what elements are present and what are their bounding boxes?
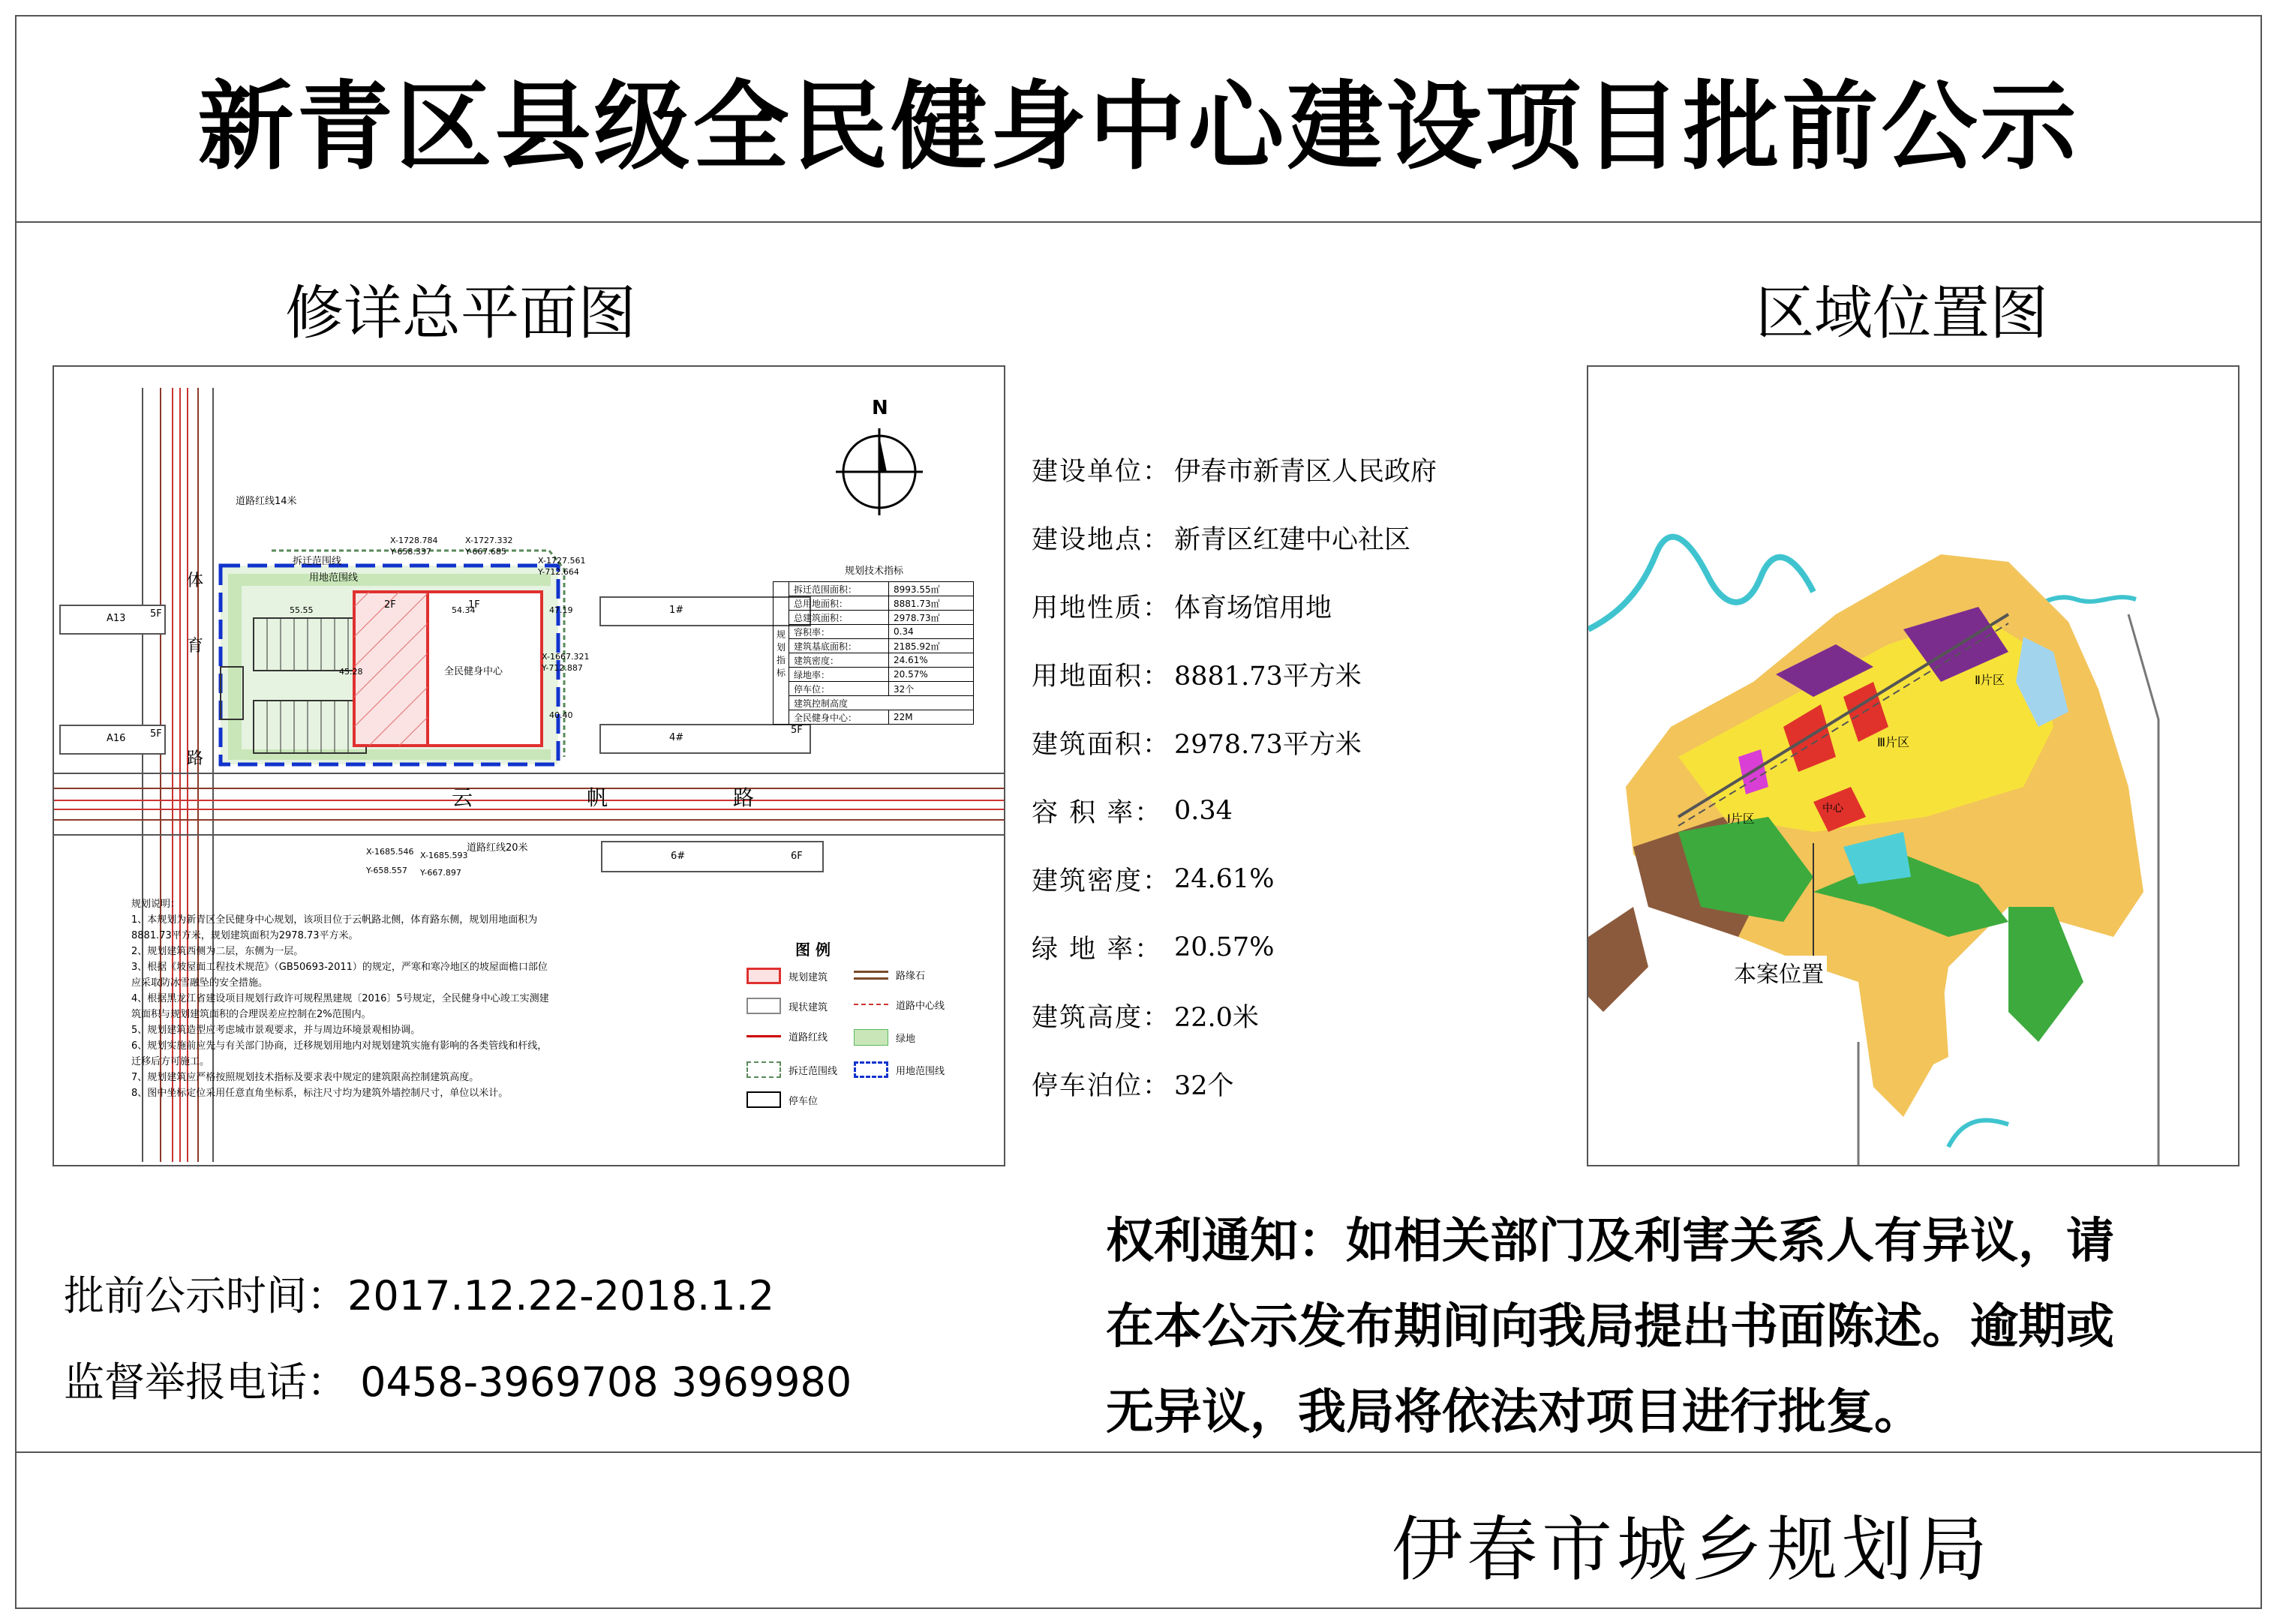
info-label: 容 积 率： [1032,797,1163,828]
info-label: 建筑密度： [1032,866,1171,896]
index-key: 绿地率： [789,668,889,682]
coord-label: Y-658.557 [366,866,407,875]
page-title: 新青区县级全民健身中心建设项目批前公示 [197,71,2080,183]
coord-label: X-1667.321 [542,652,590,662]
legend-label: 道路红线 [789,1032,828,1043]
dimension-label: 47.19 [549,605,573,615]
building-label: 5F [791,725,803,736]
info-row [1032,640,1452,708]
building-label: 全民健身中心 [444,666,503,677]
publicity-time: 批前公示时间：2017.12.22-2018.1.2 [64,1272,775,1319]
rights-notice [1106,1199,2261,1455]
index-key: 建筑密度： [789,653,889,668]
index-key: 全民健身中心： [789,710,889,725]
index-value: 2185.92㎡ [889,639,974,653]
notes-title: 规划说明： [131,899,181,910]
building-label: 5F [150,728,162,740]
note-item: 5、规划建筑造型应考虑城市景观要求，并与周边环境景观相协调。 [131,1025,421,1036]
note-item: 7、规划建筑应严格按照规划技术指标及要求表中规定的建筑限高控制建筑高度。 [131,1072,479,1083]
index-value: 0.34 [889,625,974,639]
info-label: 绿 地 率： [1032,934,1163,965]
road-tiyu-3: 路 [187,749,204,768]
index-key: 总用地面积： [789,596,889,611]
building-label: 6F [791,851,803,862]
legend-swatch [854,1061,888,1078]
index-value: 20.57% [889,668,974,682]
legend-label: 道路中心线 [896,1001,945,1012]
index-key: 总建筑面积： [789,611,889,625]
info-row [1032,708,1452,776]
project-info [1032,435,1452,1118]
road-red-line-20: 道路红线20米 [467,842,528,854]
info-value: 22.0米 [1174,1002,1259,1033]
building-label: 6# [671,851,686,862]
index-value: 24.61% [889,653,974,668]
road-red-line-14: 道路红线14米 [236,496,297,507]
coord-label: Y-667.897 [420,868,461,878]
info-row [1032,572,1452,640]
issuing-organization: 伊春市城乡规划局 [1392,1509,1993,1591]
road-yunfan-1: 云 [452,785,473,810]
info-value: 0.34 [1174,795,1233,826]
legend-swatch [746,1035,781,1038]
info-row [1032,435,1452,503]
info-label: 建设地点： [1032,524,1171,555]
dimension-label: 40.40 [549,710,573,720]
index-value: 2978.73㎡ [889,611,974,625]
dimension-label: 45.28 [339,667,363,677]
legend-label: 规划建筑 [789,971,828,983]
index-value: 8881.73㎡ [889,596,974,611]
index-value: 22M [889,710,974,725]
info-value: 伊春市新青区人民政府 [1174,456,1437,487]
legend-label: 路缘石 [896,971,926,982]
info-row [1032,1049,1452,1118]
building-label: A13 [107,613,126,624]
notice-line: 无异议，我局将依法对项目进行批复。 [1106,1385,1922,1440]
index-table [773,581,974,725]
legend-item [854,998,945,1012]
legend-label: 拆迁范围线 [789,1065,838,1077]
road-yunfan-3: 路 [733,785,755,810]
index-key: 停车位： [789,682,889,696]
demolition-line-label: 拆迁范围线 [293,556,342,567]
info-value: 体育场馆用地 [1174,593,1332,623]
building-label: 2F [384,599,396,611]
info-row [1032,845,1452,913]
legend-item [854,968,925,982]
coord-label: Y-658.337 [390,547,431,557]
project-location-label: 本案位置 [1731,956,1827,989]
info-label: 建筑面积： [1032,729,1171,760]
road-yunfan-2: 帆 [587,785,608,810]
legend-item [746,998,828,1014]
note-item: 2、规划建筑西侧为二层，东侧为一层。 [131,946,304,957]
index-value: 8993.55㎡ [889,582,974,596]
index-value: 32个 [889,682,974,696]
info-label: 建筑高度： [1032,1002,1171,1033]
index-key: 容积率： [789,625,889,639]
building-label: 4# [669,732,684,743]
coord-label: Y-712.664 [538,567,579,577]
note-item: 1、本规划为新青区全民健身中心规划，该项目位于云帆路北侧，体育路东侧，规划用地面积为8881.73平方米，规划建筑面积为2978.73平方米。 [131,914,538,941]
info-label: 建设单位： [1032,456,1171,487]
building-label: 5F [150,608,162,620]
note-item: 8、图中坐标定位采用任意直角坐标系，标注尺寸均为建筑外墙控制尺寸，单位以米计。 [131,1088,509,1099]
district-label: Ⅰ片区 [1727,812,1755,826]
coord-label: X-1727.561 [538,556,586,566]
district-label: Ⅱ片区 [1975,673,2005,687]
planning-notes [131,896,555,1101]
info-row [1032,981,1452,1049]
index-table-caption: 规划技术指标 [844,566,903,577]
coord-label: Y-712.887 [542,663,583,673]
legend-item [746,1091,818,1108]
coord-label: X-1685.546 [366,847,414,857]
land-line-label: 用地范围线 [309,572,359,584]
info-value: 24.61% [1174,863,1275,894]
report-hotline: 监督举报电话： 0458-3969708 3969980 [64,1358,852,1406]
legend-item [746,1061,837,1078]
index-key: 建筑基底面积： [789,639,889,653]
road-tiyu-1: 体 [187,572,204,590]
coord-label: X-1728.784 [390,536,438,545]
legend-swatch [746,1061,781,1078]
site-plan-title: 修详总平面图 [285,280,637,347]
index-key: 建筑控制高度 [789,696,974,710]
index-table-side: 规划指标 [774,582,789,725]
info-row [1032,776,1452,845]
north-label: N [872,397,888,419]
index-key: 拆迁范围面积： [789,582,889,596]
legend-swatch [746,998,781,1014]
info-value: 新青区红建中心社区 [1174,524,1411,555]
legend-item [854,1029,915,1046]
region-map-title: 区域位置图 [1756,280,2049,347]
info-value: 20.57% [1174,932,1275,962]
info-label: 用地面积： [1032,661,1171,692]
building-label: 1# [669,605,684,616]
building-label: A16 [107,733,126,744]
notice-line: 权利通知：如相关部门及利害关系人有异议，请 [1106,1214,2114,1269]
coord-label: X-1727.332 [465,536,513,545]
notice-line: 在本公示发布期间向我局提出书面陈述。逾期或 [1106,1299,2114,1355]
district-label: Ⅲ片区 [1877,735,1910,749]
info-label: 用地性质： [1032,593,1171,623]
legend-swatch [854,1029,888,1046]
legend-item [746,968,828,984]
legend-swatch [854,971,888,980]
note-item: 4、根据黑龙江省建设项目规划行政许可规程黑建规〔2016〕5号规定，全民健身中心竣工实测建筑面积与规划建筑面积的合理误差应控制在2%范围内。 [131,993,549,1020]
info-value: 2978.73平方米 [1174,729,1362,760]
dimension-label: 55.55 [290,605,314,615]
legend-swatch [746,968,781,984]
legend-label: 现状建筑 [789,1001,828,1013]
road-tiyu-2: 育 [187,637,204,656]
district-label: 中心 [1822,803,1843,815]
info-row [1032,503,1452,572]
legend-swatch [854,1004,888,1007]
title-divider [15,221,2262,223]
legend-swatch [746,1091,781,1108]
coord-label: X-1685.593 [420,851,468,860]
building-label: 1F [468,599,480,611]
note-item: 3、根据《坡屋面工程技术规范》（GB50693-2011）的规定，严寒和寒冷地区的坡屋面檐口部位应采取防冰雪融坠的安全措施。 [131,962,548,989]
info-row [1032,913,1452,981]
legend-item [746,1029,828,1043]
info-value: 32个 [1174,1070,1234,1101]
coord-label: Y-667.685 [465,547,506,557]
dimension-label: 54.34 [452,605,476,615]
region-map [1587,365,2239,1166]
info-label: 停车泊位： [1032,1070,1171,1101]
legend-label: 用地范围线 [896,1065,945,1077]
note-item: 6、规划实施前应先与有关部门协商，迁移规划用地内对规划建筑实施有影响的各类管线和杆线，迁移后方可施工。 [131,1040,548,1067]
legend-title: 图 例 [795,941,831,959]
legend-label: 绿地 [896,1033,916,1045]
legend-label: 停车位 [789,1095,819,1107]
region-map-svg [1588,367,2239,1166]
info-value: 8881.73平方米 [1174,661,1362,692]
legend-item [854,1061,945,1078]
